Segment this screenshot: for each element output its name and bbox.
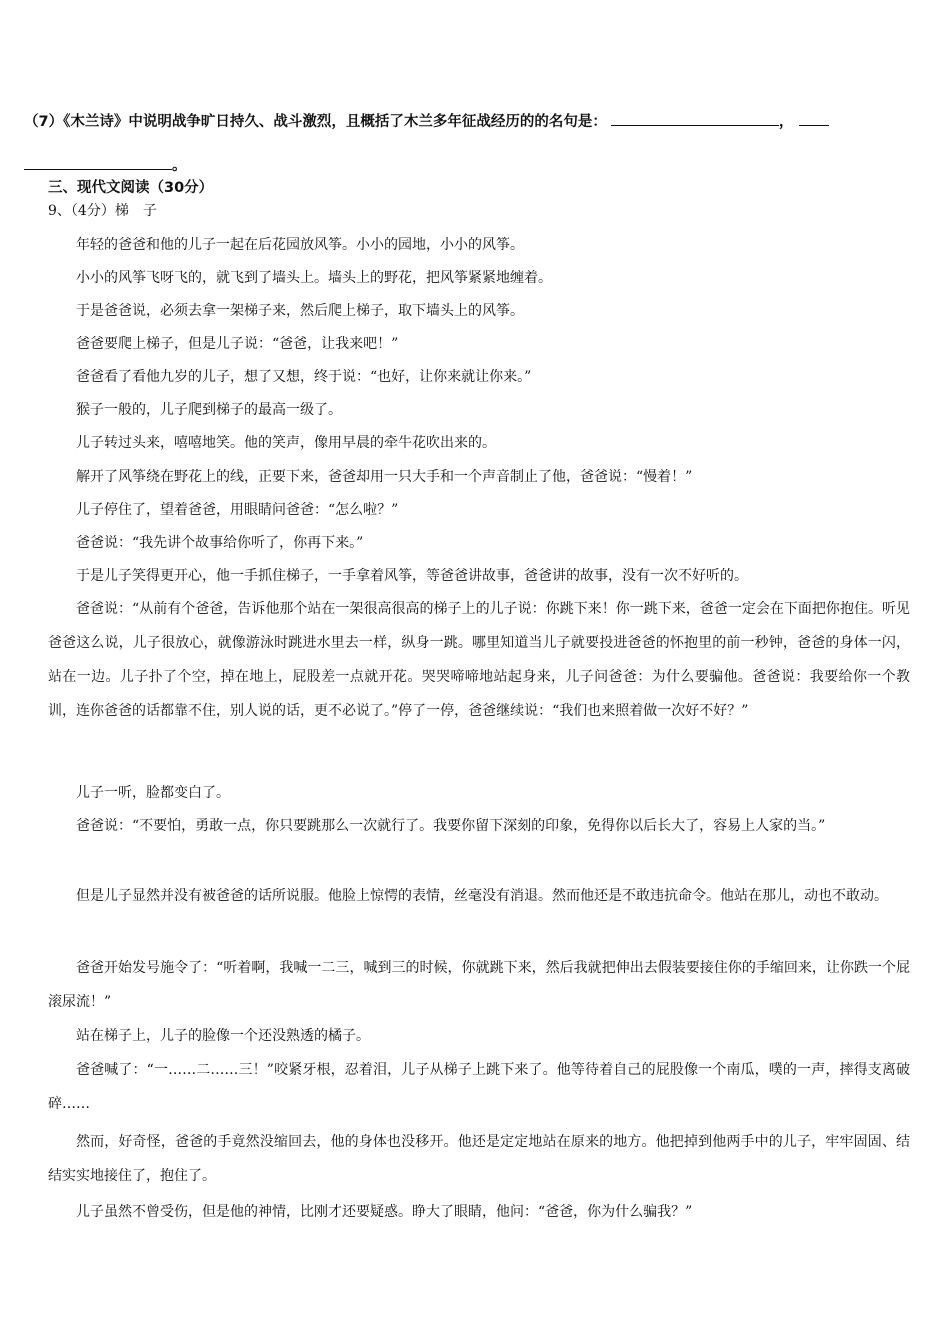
story-paragraph: 儿子停住了，望着爸爸，用眼睛问爸爸：“怎么啦？”: [76, 502, 399, 518]
story-paragraph: 儿子一听，脸都变白了。: [76, 785, 230, 801]
story-paragraph: 爸爸喊了：“一……二……三！”咬紧牙根，忍着泪，儿子从梯子上跳下来了。他等待着自己的屁股像一个南瓜，噗的一声，摔得支离破碎……: [48, 1062, 910, 1112]
story-paragraph: 儿子虽然不曾受伤，但是他的神情，比刚才还要疑惑。睁大了眼睛，他问：“爸爸，你为什么骗我？”: [76, 1204, 693, 1220]
answer-blank-1[interactable]: [611, 124, 779, 126]
question-7-text: （7）《木兰诗》中说明战争旷日持久、战斗激烈，且概括了木兰多年征战经历的的名句是：: [24, 114, 607, 130]
section-title: 三、现代文阅读（30分）: [48, 180, 214, 196]
story-paragraph: 小小的风筝飞呀飞的，就飞到了墙头上。墙头上的野花，把风筝紧紧地缠着。: [76, 270, 552, 286]
answer-blank-2a[interactable]: [799, 124, 829, 126]
story-paragraph: 解开了风筝绕在野花上的线，正要下来，爸爸却用一只大手和一个声音制止了他，爸爸说：“慢着！”: [76, 469, 693, 485]
story-paragraph: 但是儿子显然并没有被爸爸的话所说服。他脸上惊愕的表情，丝毫没有消退。然而他还是不敢违抗命令。他站在那儿，动也不敢动。: [76, 888, 888, 904]
question-9-label: 9、（4分）梯 子: [48, 203, 157, 219]
story-paragraph: 爸爸说：“从前有个爸爸，告诉他那个站在一架很高很高的梯子上的儿子说：你跳下来！你一跳下来，爸爸一定会在下面把你抱住。听见爸爸这么说，儿子很放心，就像游泳时跳进水里去一样，纵身一跳。哪里知道当儿子就要投进爸爸的怀抱里的前一秒钟，爸爸的身体一闪，站在一边。儿子扑了个空，掉在地上，屁股差一点就开花。哭哭啼啼地站起身来，儿子问爸爸：为什么要骗他。爸爸说：我要给你一个教训，连你爸爸的话都靠不住，别人说的话，更不必说了。”停了一停，爸爸继续说：“我们也来照着做一次好不好？”: [48, 601, 910, 719]
answer-blank-2b[interactable]: [24, 168, 172, 170]
question-7: [24, 100, 914, 188]
story-paragraph: 爸爸开始发号施令了：“听着啊，我喊一二三，喊到三的时候，你就跳下来，然后我就把伸出去假装要接住你的手缩回来，让你跌一个屁滚尿流！”: [48, 960, 910, 1010]
story-paragraph: 于是爸爸说，必须去拿一架梯子来，然后爬上梯子，取下墙头上的风筝。: [76, 303, 524, 319]
question-7-end: 。: [172, 158, 187, 174]
story-paragraph: 爸爸说：“我先讲个故事给你听了，你再下来。”: [76, 535, 364, 551]
story-paragraph: 猴子一般的，儿子爬到梯子的最高一级了。: [76, 402, 342, 418]
story-paragraph: 儿子转过头来，嘻嘻地笑。他的笑声，像用早晨的牵牛花吹出来的。: [76, 435, 496, 451]
question-7-comma: ，: [778, 114, 794, 130]
story-paragraph: 爸爸要爬上梯子，但是儿子说：“爸爸，让我来吧！”: [76, 336, 399, 352]
story-paragraph: 爸爸说：“不要怕，勇敢一点，你只要跳那么一次就行了。我要你留下深刻的印象，免得你以后长大了，容易上人家的当。”: [76, 818, 826, 834]
story-paragraph: 爸爸看了看他九岁的儿子，想了又想，终于说：“也好，让你来就让你来。”: [76, 369, 532, 385]
story-paragraph: 站在梯子上，儿子的脸像一个还没熟透的橘子。: [76, 1028, 370, 1044]
story-paragraph: 于是儿子笑得更开心，他一手抓住梯子，一手拿着风筝，等爸爸讲故事，爸爸讲的故事，没有一次不好听的。: [76, 568, 748, 584]
story-paragraph: 然而，好奇怪，爸爸的手竟然没缩回去，他的身体也没移开。他还是定定地站在原来的地方。他把掉到他两手中的儿子，牢牢固固、结结实实地接住了，抱住了。: [48, 1134, 910, 1184]
story-paragraph: 年轻的爸爸和他的儿子一起在后花园放风筝。小小的园地，小小的风筝。: [76, 237, 524, 253]
